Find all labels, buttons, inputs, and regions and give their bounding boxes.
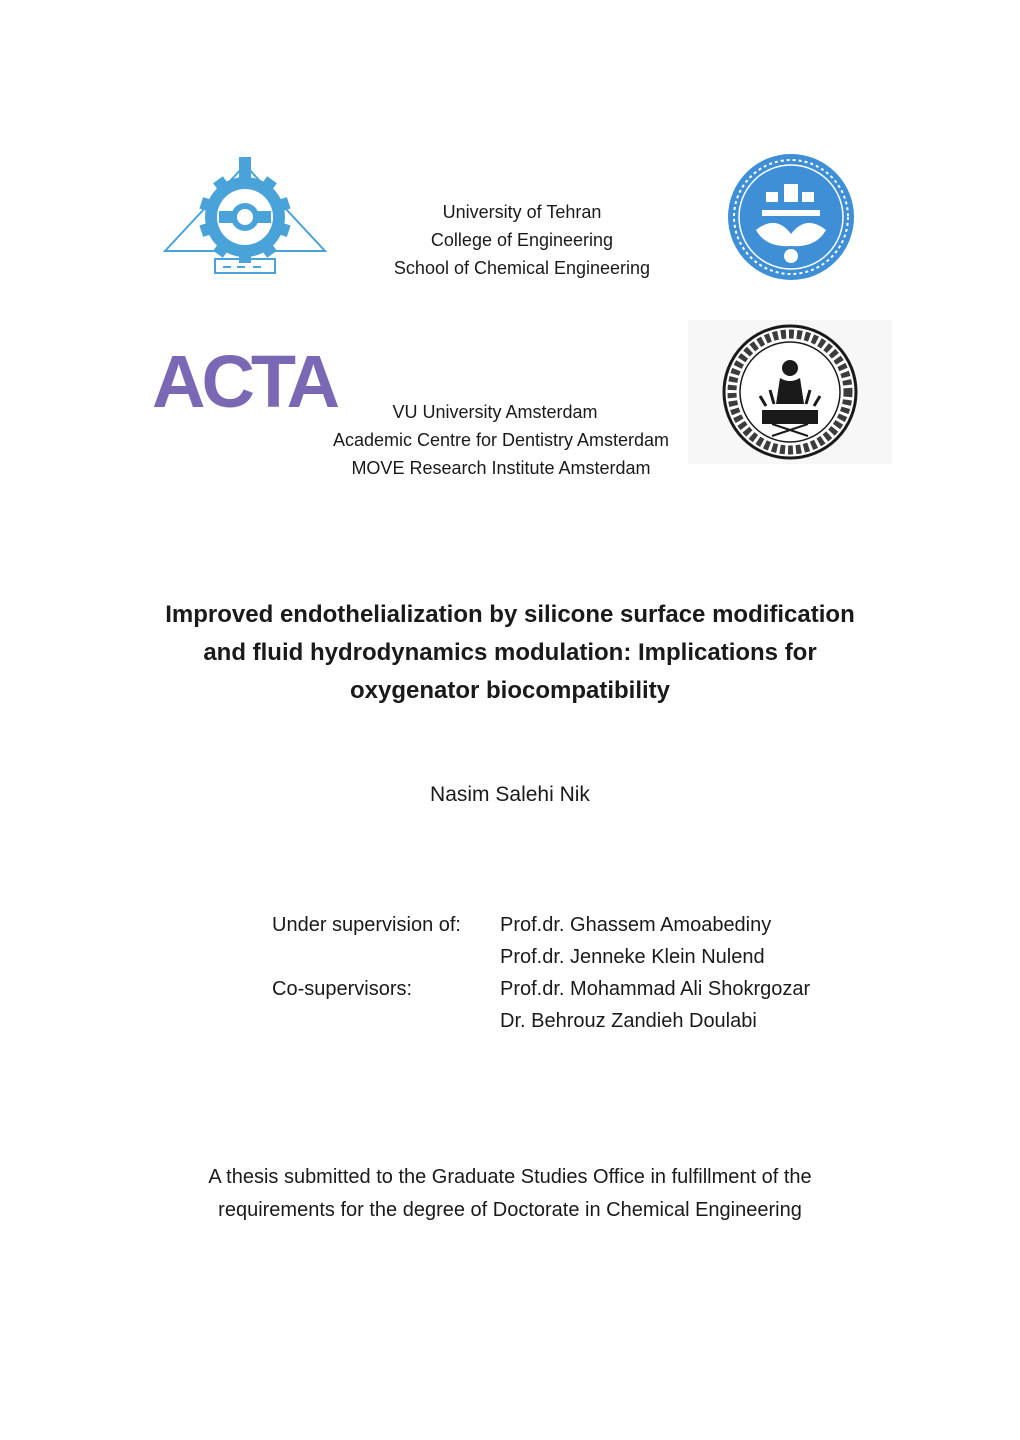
tehran-institution-block [362, 198, 682, 282]
supervision-section [272, 909, 872, 1037]
amsterdam-seal-logo [688, 320, 892, 464]
thesis-title [60, 596, 960, 710]
engineering-logo [163, 155, 327, 283]
latin-seal-icon [688, 320, 892, 464]
title-line: oxygenator biocompatibility [349, 677, 671, 704]
supervisor-name: Prof.dr. Ghassem Amoabediny [500, 914, 772, 936]
university-seal-icon [726, 152, 856, 282]
supervisors-label: Under supervision of: [272, 914, 461, 936]
cosupervisor-name: Dr. Behrouz Zandieh Doulabi [500, 1010, 757, 1032]
amsterdam-institution-block [300, 398, 702, 482]
title-line: Improved endothelialization by silicone surface modification [165, 601, 855, 628]
gear-emblem-icon [163, 155, 327, 283]
supervisor-name: Prof.dr. Jenneke Klein Nulend [500, 946, 765, 968]
statement-line: A thesis submitted to the Graduate Studies Office in fulfillment of the [208, 1166, 812, 1188]
supervisor-row [272, 941, 872, 973]
move-institute-name: MOVE Research Institute Amsterdam [351, 458, 651, 478]
tehran-seal-logo [726, 152, 856, 282]
cosupervisor-name: Prof.dr. Mohammad Ali Shokrgozar [500, 978, 811, 1000]
svg-text:ACTA: ACTA [152, 345, 337, 415]
tehran-school-name: School of Chemical Engineering [393, 258, 651, 278]
vu-university-name: VU University Amsterdam [392, 402, 598, 422]
tehran-university-name: University of Tehran [442, 202, 602, 222]
cosupervisor-row [272, 1005, 872, 1037]
tehran-college-name: College of Engineering [430, 230, 614, 250]
statement-line: requirements for the degree of Doctorate in Chemical Engineering [218, 1199, 802, 1221]
cosupervisors-label: Co-supervisors: [272, 978, 413, 1000]
supervisor-row [272, 909, 872, 941]
cosupervisor-row [272, 973, 872, 1005]
author-name: Nasim Salehi Nik [430, 783, 590, 806]
title-line: and fluid hydrodynamics modulation: Implications for [203, 639, 817, 666]
acta-centre-name: Academic Centre for Dentistry Amsterdam [332, 430, 670, 450]
thesis-statement [60, 1161, 960, 1227]
